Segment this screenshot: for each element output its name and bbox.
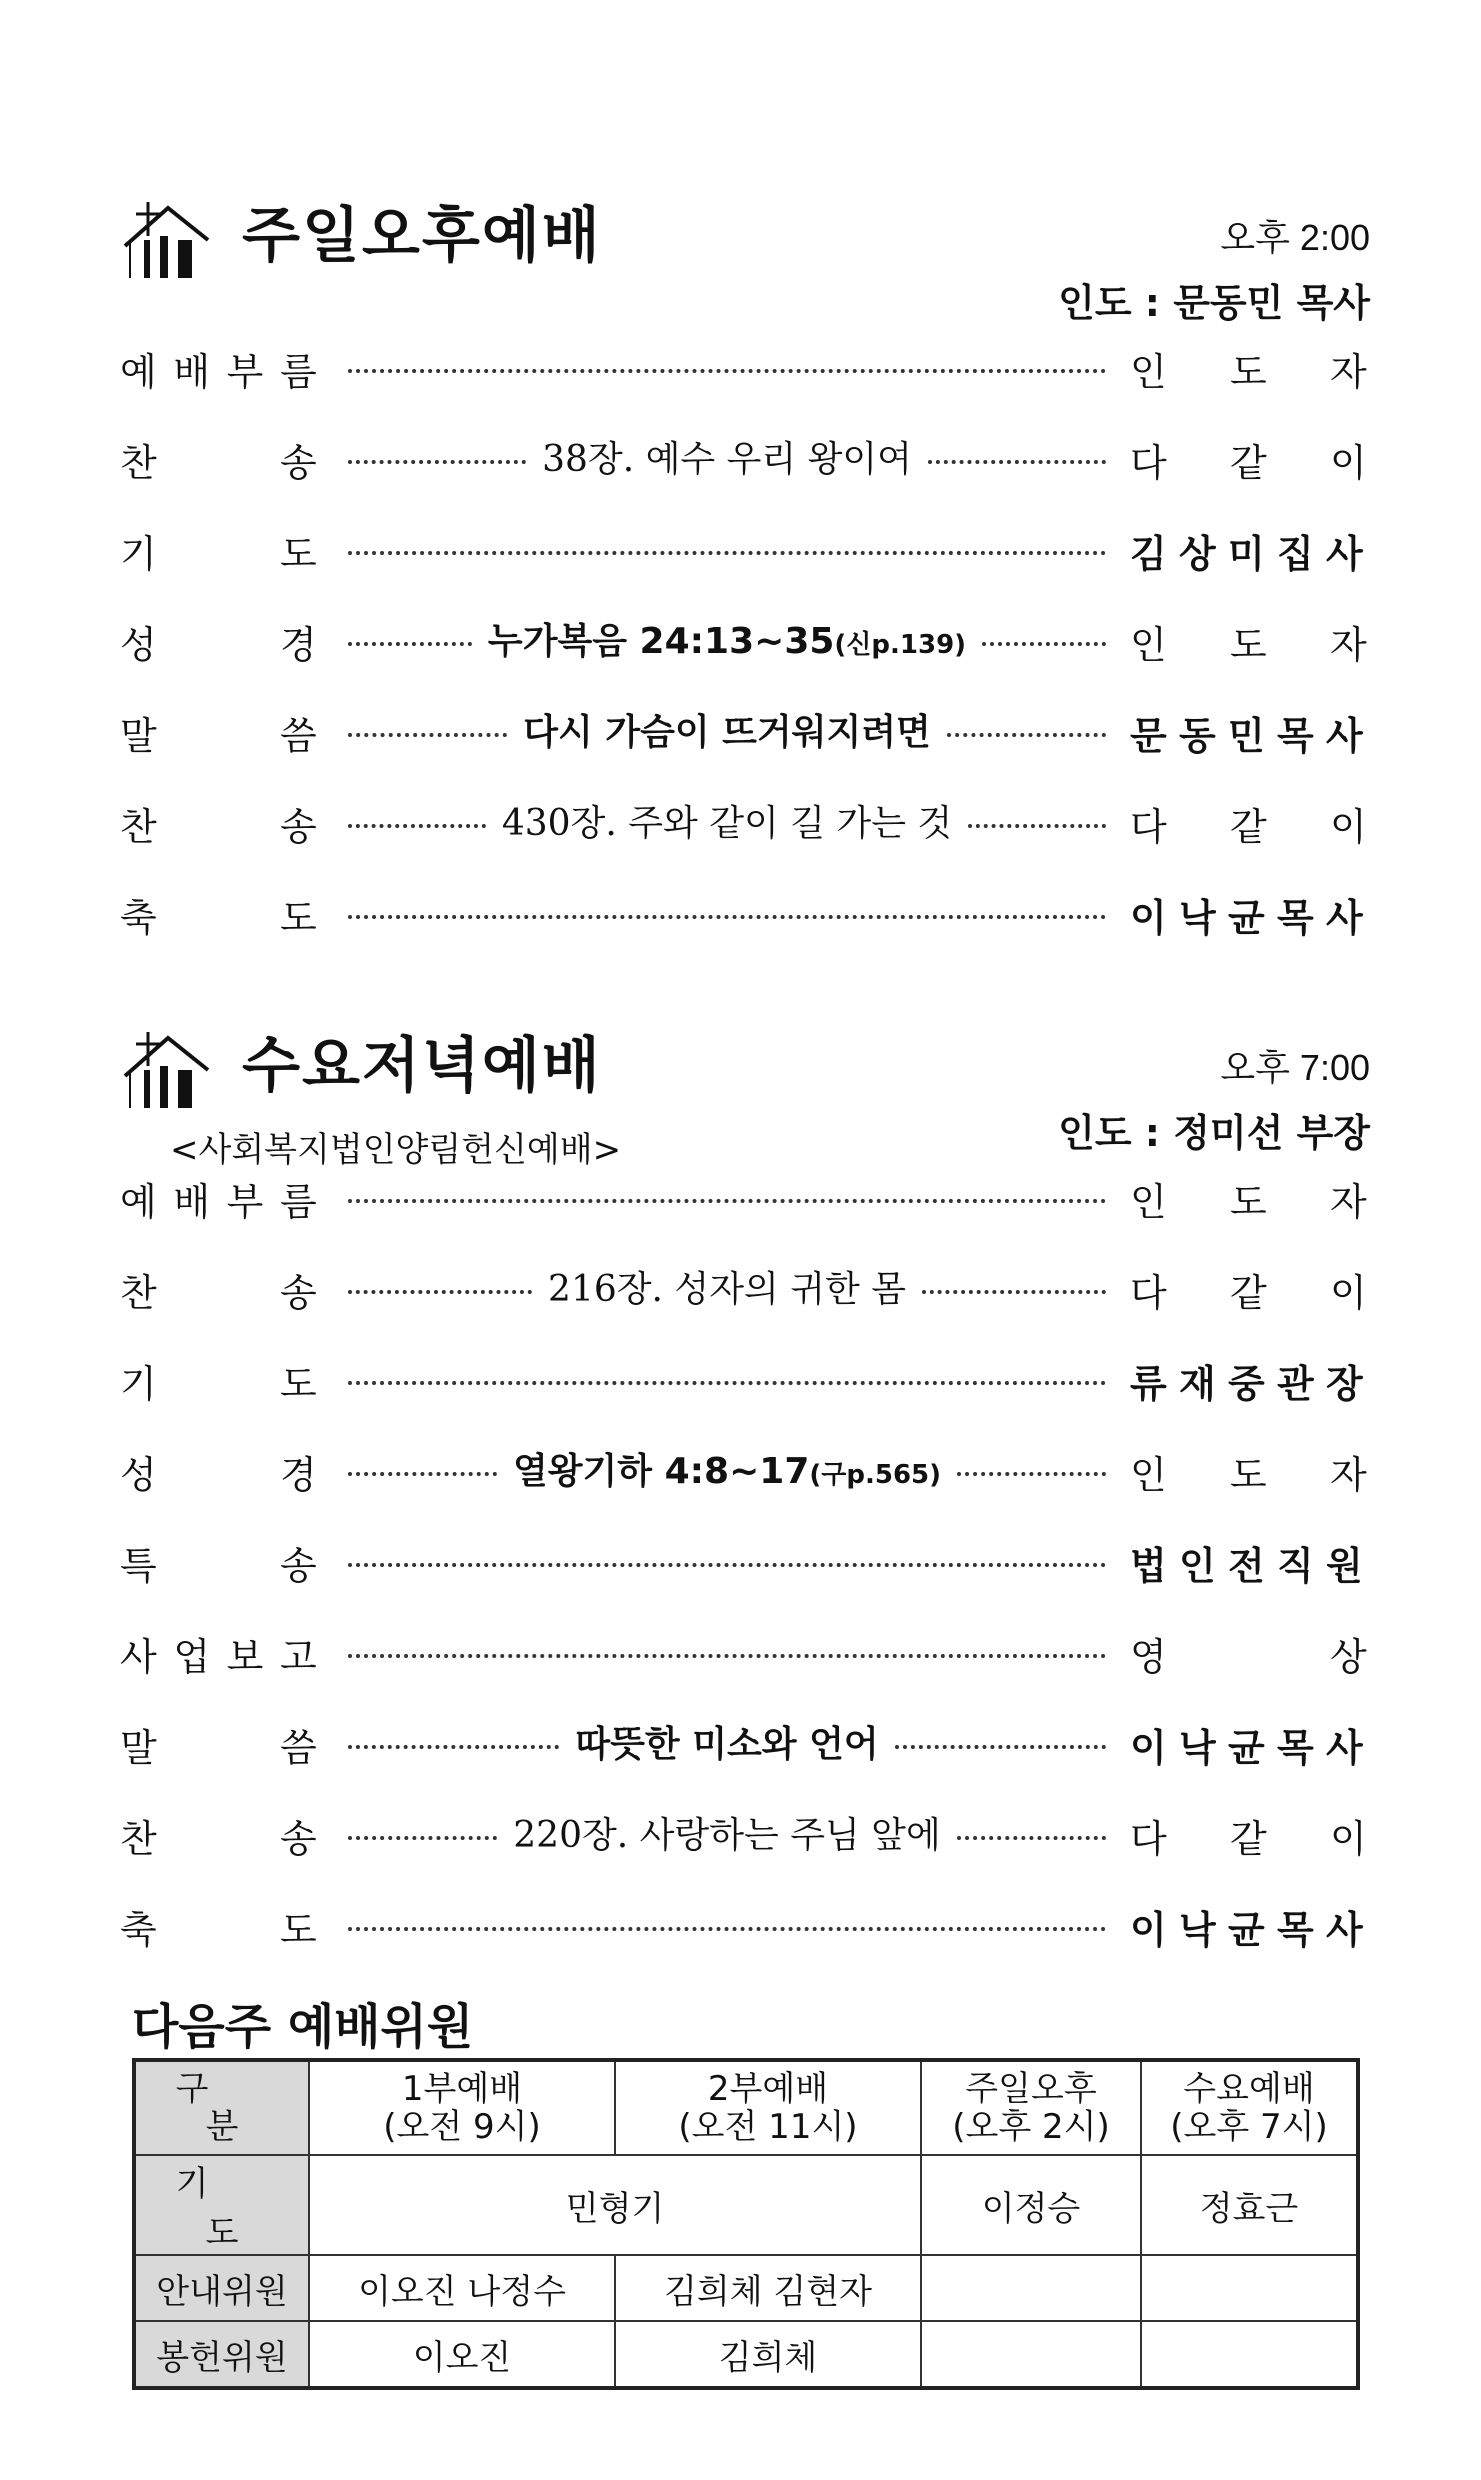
leader-dots xyxy=(348,551,1106,555)
service-item-row xyxy=(120,603,1370,673)
item-content xyxy=(348,426,1106,486)
item-label: 찬 송 xyxy=(120,1817,317,1861)
leader-dots xyxy=(968,824,1106,828)
section-leader: 인도 : 정미선 부장 xyxy=(1058,1111,1370,1155)
item-person: 인 도 자 xyxy=(1130,350,1367,394)
item-content-text xyxy=(497,1807,956,1858)
item-person: 류 재 중 관 장 xyxy=(1130,1362,1363,1406)
cell: 민형기 xyxy=(309,2155,921,2255)
service-item-row xyxy=(120,785,1370,855)
leader-dots xyxy=(348,1290,532,1294)
item-person: 다 같 이 xyxy=(1130,441,1367,485)
leader-dots xyxy=(922,1290,1106,1294)
item-label: 성 경 xyxy=(120,623,317,667)
leader-dots xyxy=(957,1472,1106,1476)
item-content xyxy=(348,881,1106,941)
item-content xyxy=(348,1802,1106,1862)
item-content xyxy=(348,1620,1106,1680)
item-content xyxy=(348,1893,1106,1953)
col-sub: (오후 7시) xyxy=(1170,2107,1328,2147)
col-label: 수요예배 xyxy=(1183,2069,1315,2109)
leader-dots xyxy=(947,733,1106,737)
item-content xyxy=(348,1165,1106,1225)
next-week-title: 다음주 예배위원 xyxy=(132,1999,474,2055)
item-label: 사 업 보 고 xyxy=(120,1635,317,1679)
prayer-label: 기도 xyxy=(175,2164,299,2253)
item-person: 다 같 이 xyxy=(1130,1817,1367,1861)
item-person: 인 도 자 xyxy=(1130,1180,1367,1224)
section-time: 오후 7:00 xyxy=(1220,1047,1370,1088)
next-week-table xyxy=(132,2058,1360,2390)
col-service2 xyxy=(615,2060,921,2155)
cell xyxy=(1141,2321,1358,2388)
item-label: 찬 송 xyxy=(120,441,317,485)
leader-dots xyxy=(348,915,1106,919)
leader-dots xyxy=(348,1836,497,1840)
service-item-row xyxy=(120,694,1370,764)
division-header xyxy=(134,2060,309,2155)
item-content xyxy=(348,1438,1106,1498)
service-item-row xyxy=(120,876,1370,946)
leader-dots xyxy=(348,1745,559,1749)
content-reference: (구p.565) xyxy=(809,1459,942,1490)
leader-dots xyxy=(982,642,1106,646)
item-label: 기 도 xyxy=(120,1362,317,1406)
service-item-row xyxy=(120,421,1370,491)
col-label: 주일오후 xyxy=(965,2069,1097,2109)
col-service1 xyxy=(309,2060,615,2155)
item-content xyxy=(348,790,1106,850)
item-content-text xyxy=(486,795,968,846)
leader-dots xyxy=(348,460,526,464)
item-content-text xyxy=(497,1443,957,1494)
content-main: 38장. 예수 우리 왕이여 xyxy=(542,438,912,480)
leader-dots xyxy=(348,1927,1106,1931)
content-main: 430장. 주와 같이 길 가는 것 xyxy=(501,802,953,844)
section-title: 주일오후예배 xyxy=(242,201,602,271)
service-item-row xyxy=(120,330,1370,400)
item-person: 이 낙 균 목 사 xyxy=(1130,1726,1363,1770)
item-content-text xyxy=(507,704,947,755)
section-header xyxy=(120,990,1370,1170)
item-person: 이 낙 균 목 사 xyxy=(1130,1908,1363,1952)
item-label: 말 씀 xyxy=(120,714,317,758)
item-person: 다 같 이 xyxy=(1130,805,1367,849)
item-content-text xyxy=(559,1716,894,1767)
item-person: 인 도 자 xyxy=(1130,1453,1367,1497)
item-content-text xyxy=(472,613,982,664)
item-content xyxy=(348,517,1106,577)
item-person: 인 도 자 xyxy=(1130,623,1367,667)
item-person: 영 상 xyxy=(1130,1635,1367,1679)
leader-dots xyxy=(348,1381,1106,1385)
leader-dots xyxy=(348,369,1106,373)
content-main: 따뜻한 미소와 언어 xyxy=(575,1723,879,1765)
leader-dots xyxy=(348,1472,497,1476)
col-label: 2부예배 xyxy=(707,2069,829,2109)
leader-dots xyxy=(348,1199,1106,1203)
item-label: 찬 송 xyxy=(120,1271,317,1315)
item-content xyxy=(348,608,1106,668)
cell xyxy=(921,2255,1141,2321)
cell: 이오진 나정수 xyxy=(309,2255,615,2321)
item-label: 축 도 xyxy=(120,1908,317,1952)
cell xyxy=(1141,2255,1358,2321)
service-item-row xyxy=(120,1615,1370,1685)
item-label: 성 경 xyxy=(120,1453,317,1497)
item-content xyxy=(348,1711,1106,1771)
item-person: 법 인 전 직 원 xyxy=(1130,1544,1363,1588)
col-afternoon xyxy=(921,2060,1141,2155)
leader-dots xyxy=(348,1654,1106,1658)
section-title: 수요저녁예배 xyxy=(242,1031,602,1101)
service-item-row xyxy=(120,1524,1370,1594)
cell xyxy=(921,2321,1141,2388)
table-row xyxy=(134,2155,1358,2255)
item-person: 문 동 민 목 사 xyxy=(1130,714,1363,758)
item-content xyxy=(348,335,1106,395)
item-content-text xyxy=(532,1261,922,1312)
item-label: 기 도 xyxy=(120,532,317,576)
item-label: 축 도 xyxy=(120,896,317,940)
row-label: 안내위원 xyxy=(134,2255,309,2321)
division-label: 구분 xyxy=(175,2069,299,2147)
service-item-row xyxy=(120,1433,1370,1503)
content-main: 220장. 사랑하는 주님 앞에 xyxy=(513,1814,941,1856)
item-content xyxy=(348,1347,1106,1407)
church-logo-icon xyxy=(120,1030,210,1110)
row-label: 봉헌위원 xyxy=(134,2321,309,2388)
cell: 김희체 xyxy=(615,2321,921,2388)
service-item-row xyxy=(120,1160,1370,1230)
item-label: 말 씀 xyxy=(120,1726,317,1770)
row-label xyxy=(134,2155,309,2255)
item-label: 예 배 부 름 xyxy=(120,1180,317,1224)
table-header-row xyxy=(134,2060,1358,2155)
cell: 김희체 김현자 xyxy=(615,2255,921,2321)
section-header xyxy=(120,160,1370,325)
leader-dots xyxy=(928,460,1106,464)
item-content-text xyxy=(526,431,928,482)
section-leader: 인도 : 문동민 목사 xyxy=(1058,281,1370,325)
content-main: 누가복음 24:13~35 xyxy=(487,620,835,662)
content-main: 216장. 성자의 귀한 몸 xyxy=(548,1268,906,1310)
item-person: 김 상 미 집 사 xyxy=(1130,532,1363,576)
item-content xyxy=(348,1256,1106,1316)
leader-dots xyxy=(895,1745,1106,1749)
section-time: 오후 2:00 xyxy=(1220,217,1370,258)
table-row xyxy=(134,2321,1358,2388)
cell: 이정승 xyxy=(921,2155,1141,2255)
service-item-row xyxy=(120,1888,1370,1958)
service-item-row xyxy=(120,1251,1370,1321)
item-label: 특 송 xyxy=(120,1544,317,1588)
service-item-row xyxy=(120,1342,1370,1412)
cell: 정효근 xyxy=(1141,2155,1358,2255)
church-logo-icon xyxy=(120,200,210,280)
col-wednesday xyxy=(1141,2060,1358,2155)
item-person: 이 낙 균 목 사 xyxy=(1130,896,1363,940)
leader-dots xyxy=(348,733,507,737)
col-sub: (오전 11시) xyxy=(678,2107,858,2147)
item-label: 찬 송 xyxy=(120,805,317,849)
item-label: 예 배 부 름 xyxy=(120,350,317,394)
service-item-row xyxy=(120,1797,1370,1867)
content-main: 열왕기하 4:8~17 xyxy=(512,1450,810,1492)
content-main: 다시 가슴이 뜨거워지려면 xyxy=(523,711,931,753)
col-sub: (오전 9시) xyxy=(383,2107,541,2147)
item-person: 다 같 이 xyxy=(1130,1271,1367,1315)
leader-dots xyxy=(957,1836,1106,1840)
col-sub: (오후 2시) xyxy=(952,2107,1110,2147)
item-content xyxy=(348,699,1106,759)
service-item-row xyxy=(120,512,1370,582)
service-item-row xyxy=(120,1706,1370,1776)
col-label: 1부예배 xyxy=(401,2069,523,2109)
content-reference: (신p.139) xyxy=(834,629,967,660)
leader-dots xyxy=(348,824,486,828)
leader-dots xyxy=(348,1563,1106,1567)
table-row xyxy=(134,2255,1358,2321)
section-subtitle: <사회복지법인양림헌신예배> xyxy=(170,1130,622,1170)
item-content xyxy=(348,1529,1106,1589)
leader-dots xyxy=(348,642,472,646)
cell: 이오진 xyxy=(309,2321,615,2388)
